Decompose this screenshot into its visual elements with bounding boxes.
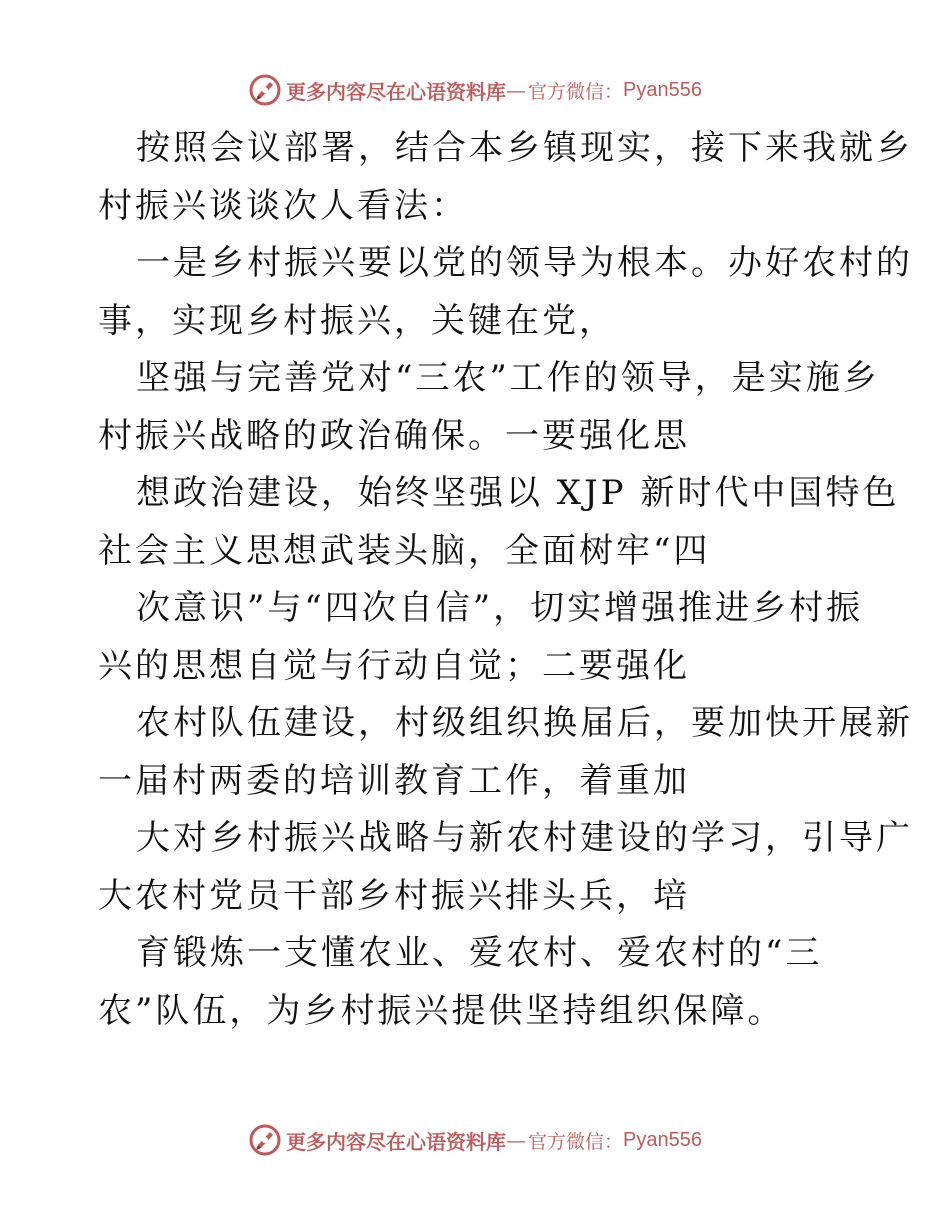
text-line: 农”队伍，为乡村振兴提供坚持组织保障。: [98, 990, 785, 1031]
banner-dash: —: [506, 78, 526, 102]
text-line: 社会主义思想武装头脑，全面树牢“四: [98, 530, 711, 571]
banner-dash: —: [506, 1128, 526, 1152]
text-line: 按照会议部署，结合本乡镇现实，接下来我就乡: [136, 128, 913, 168]
text-line: 兴的思想自觉与行动自觉；二要强化: [98, 645, 690, 686]
text-line: 村振兴战略的政治确保。一要强化思: [98, 415, 690, 456]
text-line: 想政治建设，始终坚强以 XJP 新时代中国特色: [136, 473, 900, 513]
text-line: 大农村党员干部乡村振兴排头兵，培: [98, 875, 690, 916]
wechat-id: Pyan556: [623, 1128, 702, 1151]
header-banner: [0, 70, 950, 110]
text-line: 坚强与完善党对“三农”工作的领导，是实施乡: [136, 358, 880, 398]
footer-banner: [0, 1120, 950, 1160]
text-line: 事，实现乡村振兴，关键在党，: [98, 300, 616, 341]
text-line: 育锻炼一支懂农业、爱农村、爱农村的“三: [136, 933, 823, 973]
banner-text: 更多内容尽在心语资料库: [286, 79, 506, 104]
wechat-id: Pyan556: [623, 78, 702, 101]
wechat-label: 官方微信：: [528, 1130, 624, 1153]
text-line: 一是乡村振兴要以党的领导为根本。办好农村的: [136, 243, 913, 283]
text-line: 村振兴谈谈次人看法：: [98, 185, 468, 226]
text-line: 大对乡村振兴战略与新农村建设的学习，引导广: [136, 818, 913, 858]
logo-icon: [248, 1123, 282, 1157]
text-line: 次意识”与“四次自信”，切实增强推进乡村振: [136, 588, 864, 628]
text-line: 农村队伍建设，村级组织换届后，要加快开展新: [136, 703, 913, 743]
wechat-label: 官方微信：: [528, 80, 624, 103]
text-line: 一届村两委的培训教育工作，着重加: [98, 760, 690, 801]
logo-icon: [248, 73, 282, 107]
document-body: [98, 120, 913, 1040]
banner-text: 更多内容尽在心语资料库: [286, 1129, 506, 1154]
